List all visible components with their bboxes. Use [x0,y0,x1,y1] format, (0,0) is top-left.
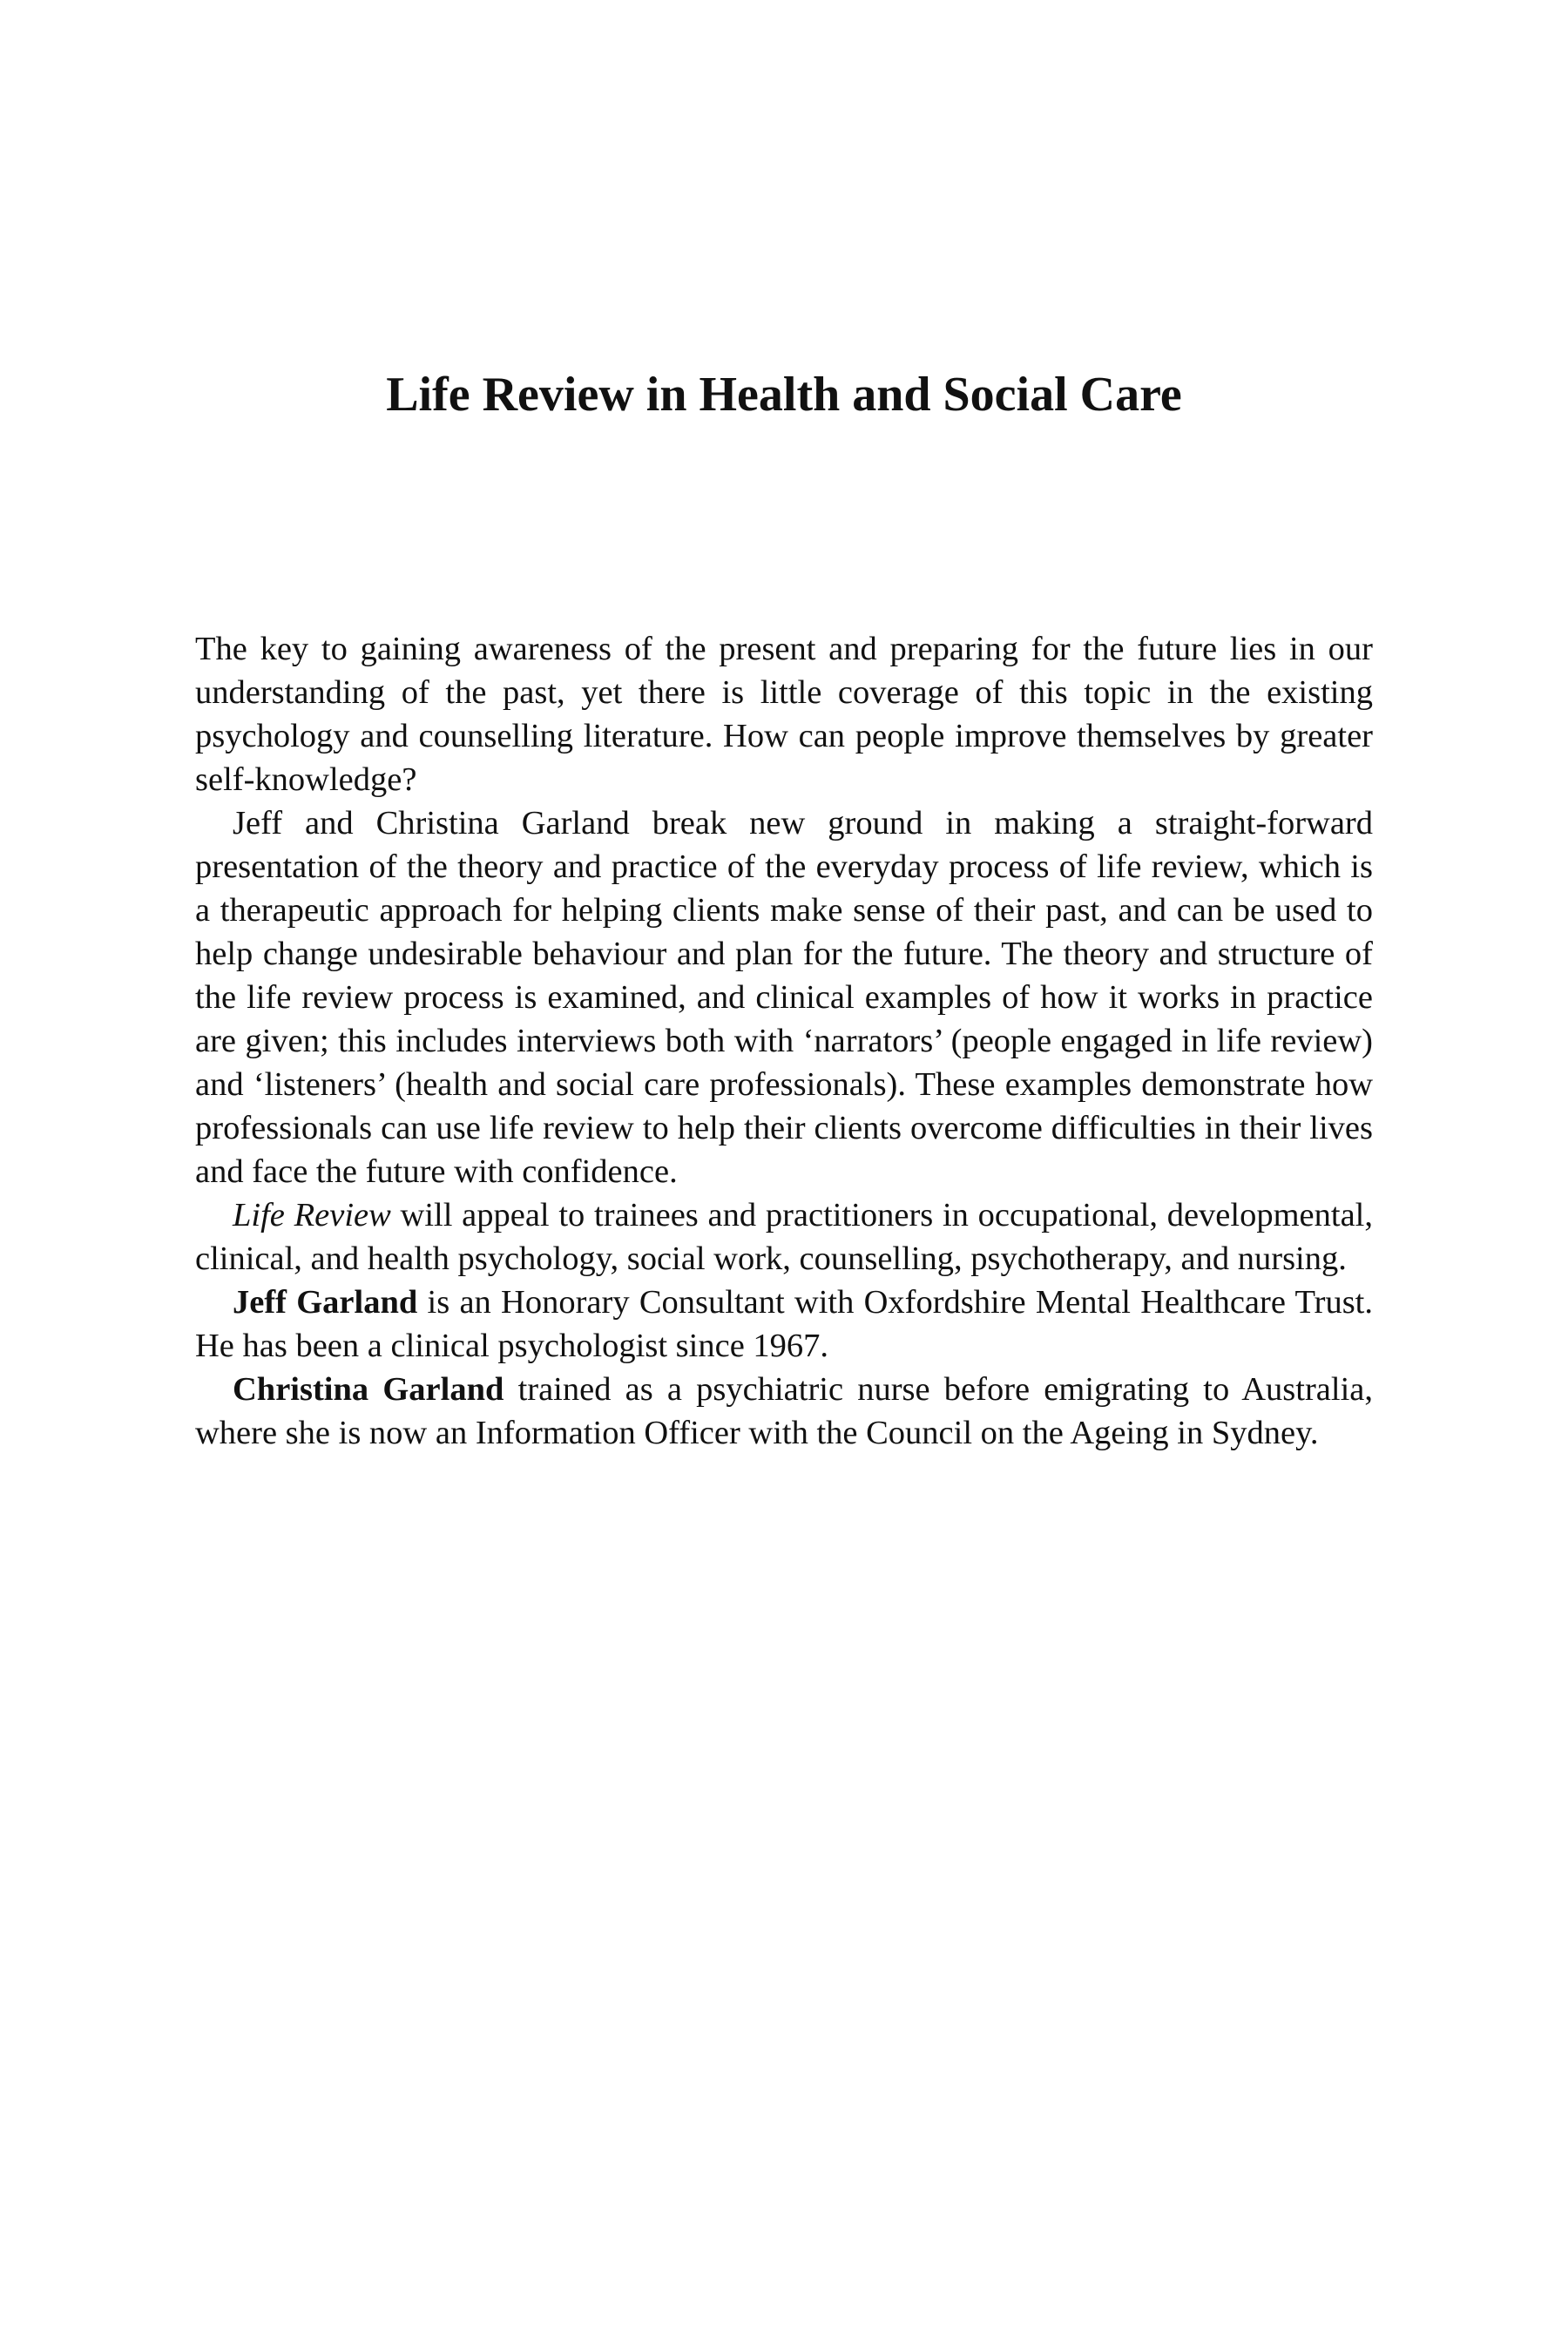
book-blurb [195,627,1373,1455]
book-title-italic: Life Review [233,1197,391,1233]
page-title: Life Review in Health and Social Care [386,368,1182,422]
author-name-jeff: Jeff Garland [233,1284,418,1321]
audience-text: will appeal to trainees and practitioners in occupational, developmental, clinical, and health psychology, social work, counselling, psychotherapy, and nursing. [195,1197,1373,1277]
paragraph-description: Jeff and Christina Garland break new ground in making a straight-forward presentation of the theory and practice of the everyday process of life review, which is a therapeutic approach for helping clients make sense of their past, and can be used to help change undesirable behaviour and plan for the future. The theory and structure of the life review process is examined, and clinical examples of how it works in practice are given; this includes interviews both with ‘narrators’ (people engaged in life review) and ‘listeners’ (health and social care professionals). These examples demonstrate how professionals can use life review to help their clients overcome difficulties in their lives and face the future with confidence. [195,805,1373,1190]
author-bio-jeff: is an Honorary Consultant with Oxfordshire Mental Healthcare Trust. He has been a clinical psychologist since 1967. [195,1284,1373,1364]
paragraph-intro: The key to gaining awareness of the present and preparing for the future lies in our understanding of the past, yet there is little coverage of this topic in the existing psychology and counselling literature. How can people improve themselves by greater self-knowledge? [195,631,1373,798]
paragraph-audience [195,1193,1373,1281]
author-bio-christina: trained as a psychiatric nurse before emigrating to Australia, where she is now an Information Officer with the Council on the Ageing in Sydney. [195,1371,1374,1451]
paragraph-author-christina [195,1368,1373,1455]
author-name-christina: Christina Garland [233,1371,504,1408]
paragraph-author-jeff [195,1281,1373,1368]
